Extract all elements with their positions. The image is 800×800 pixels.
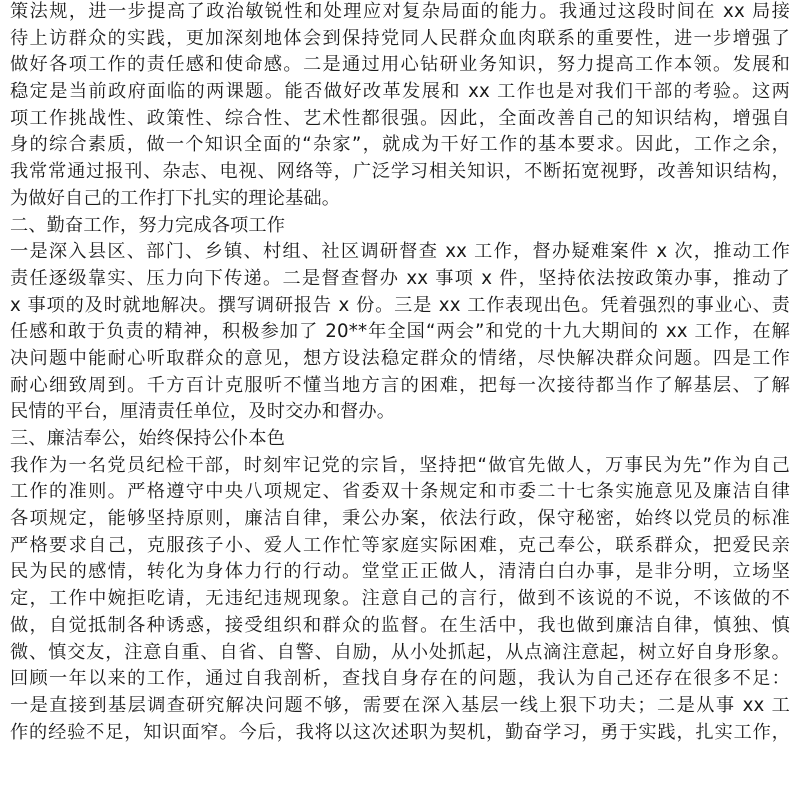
paragraph-line: 我常常通过报刊、杂志、电视、网络等，广泛学习相关知识，不断拓宽视野，改善知识结构， [10,161,790,183]
section-heading: 二、勤奋工作，努力完成各项工作 [10,214,286,236]
paragraph-line: 做好各项工作的责任感和使命感。二是通过用心钻研业务知识，努力提高工作本领。发展和 [10,54,790,76]
paragraph-line: 为做好自己的工作打下扎实的理论基础。 [10,187,341,209]
paragraph-line: 稳定是当前政府面临的两课题。能否做好改革发展和 xx 工作也是对我们干部的考验。这两 [10,81,790,103]
paragraph-line: 严格要求自己，克服孩子小、爱人工作忙等家庭实际困难，克己奉公，联系群众，把爱民亲 [10,534,790,556]
paragraph-line: 定，工作中婉拒吃请，无违纪违规现象。注意自己的言行，做到不该说的不说，不该做的不 [10,588,790,610]
paragraph-line: x 事项的及时就地解决。撰写调研报告 x 份。三是 xx 工作表现出色。凭着强烈的事业心、责 [10,294,790,316]
paragraph-line: 回顾一年以来的工作，通过自我剖析，查找自身存在的问题，我认为自己还存在很多不足： [10,668,790,690]
document-text-block [10,0,790,746]
paragraph-line: 待上访群众的实践，更加深刻地体会到保持党同人民群众血肉联系的重要性，进一步增强了 [10,27,790,49]
paragraph-line: 民情的平台，厘清责任单位，及时交办和督办。 [10,401,396,423]
paragraph-line: 身的综合素质，做一个知识全面的“杂家”，就成为干好工作的基本要求。因此，工作之余， [10,134,790,156]
paragraph-line: 做，自觉抵制各种诱惑，接受组织和群众的监督。在生活中，我也做到廉洁自律，慎独、慎 [10,614,790,636]
paragraph-line: 作的经验不足，知识面窄。今后，我将以这次述职为契机，勤奋学习，勇于实践，扎实工作， [10,721,790,743]
paragraph-line: 各项规定，能够坚持原则，廉洁自律，秉公办案，依法行政，保守秘密，始终以党员的标准 [10,508,790,530]
paragraph-line: 一是直接到基层调查研究解决问题不够，需要在深入基层一线上狠下功夫；二是从事 xx 工 [10,694,790,716]
paragraph-line: 任感和敢于负责的精神，积极参加了 20**年全国“两会”和党的十九大期间的 xx 工作，在解 [10,321,790,343]
paragraph-line: 项工作挑战性、政策性、综合性、艺术性都很强。因此，全面改善自己的知识结构，增强自 [10,107,790,129]
paragraph-line: 我作为一名党员纪检干部，时刻牢记党的宗旨，坚持把“做官先做人，万事民为先”作为自己 [10,454,790,476]
paragraph-line: 耐心细致周到。千方百计克服听不懂当地方言的困难，把每一次接待都当作了解基层、了解 [10,374,790,396]
paragraph-line: 责任逐级靠实、压力向下传递。二是督查督办 xx 事项 x 件，坚持依法按政策办事，推动了 [10,267,790,289]
section-heading: 三、廉洁奉公，始终保持公仆本色 [10,428,286,449]
paragraph-line: 决问题中能耐心听取群众的意见，想方设法稳定群众的情绪，尽快解决群众问题。四是工作 [10,347,790,369]
paragraph-line: 微、慎交友，注意自重、自省、自警、自励，从小处抓起，从点滴注意起，树立好自身形象。 [10,641,790,663]
paragraph-line: 策法规，进一步提高了政治敏锐性和处理应对复杂局面的能力。我通过这段时间在 xx 局接 [10,1,790,22]
paragraph-line: 工作的准则。严格遵守中央八项规定、省委双十条规定和市委二十七条实施意见及廉洁自律 [10,481,790,503]
paragraph-line: 民为民的感情，转化为身体力行的行动。堂堂正正做人，清清白白办事，是非分明，立场坚 [10,561,790,583]
paragraph-line: 一是深入县区、部门、乡镇、村组、社区调研督查 xx 工作，督办疑难案件 x 次，推动工作 [10,241,790,263]
